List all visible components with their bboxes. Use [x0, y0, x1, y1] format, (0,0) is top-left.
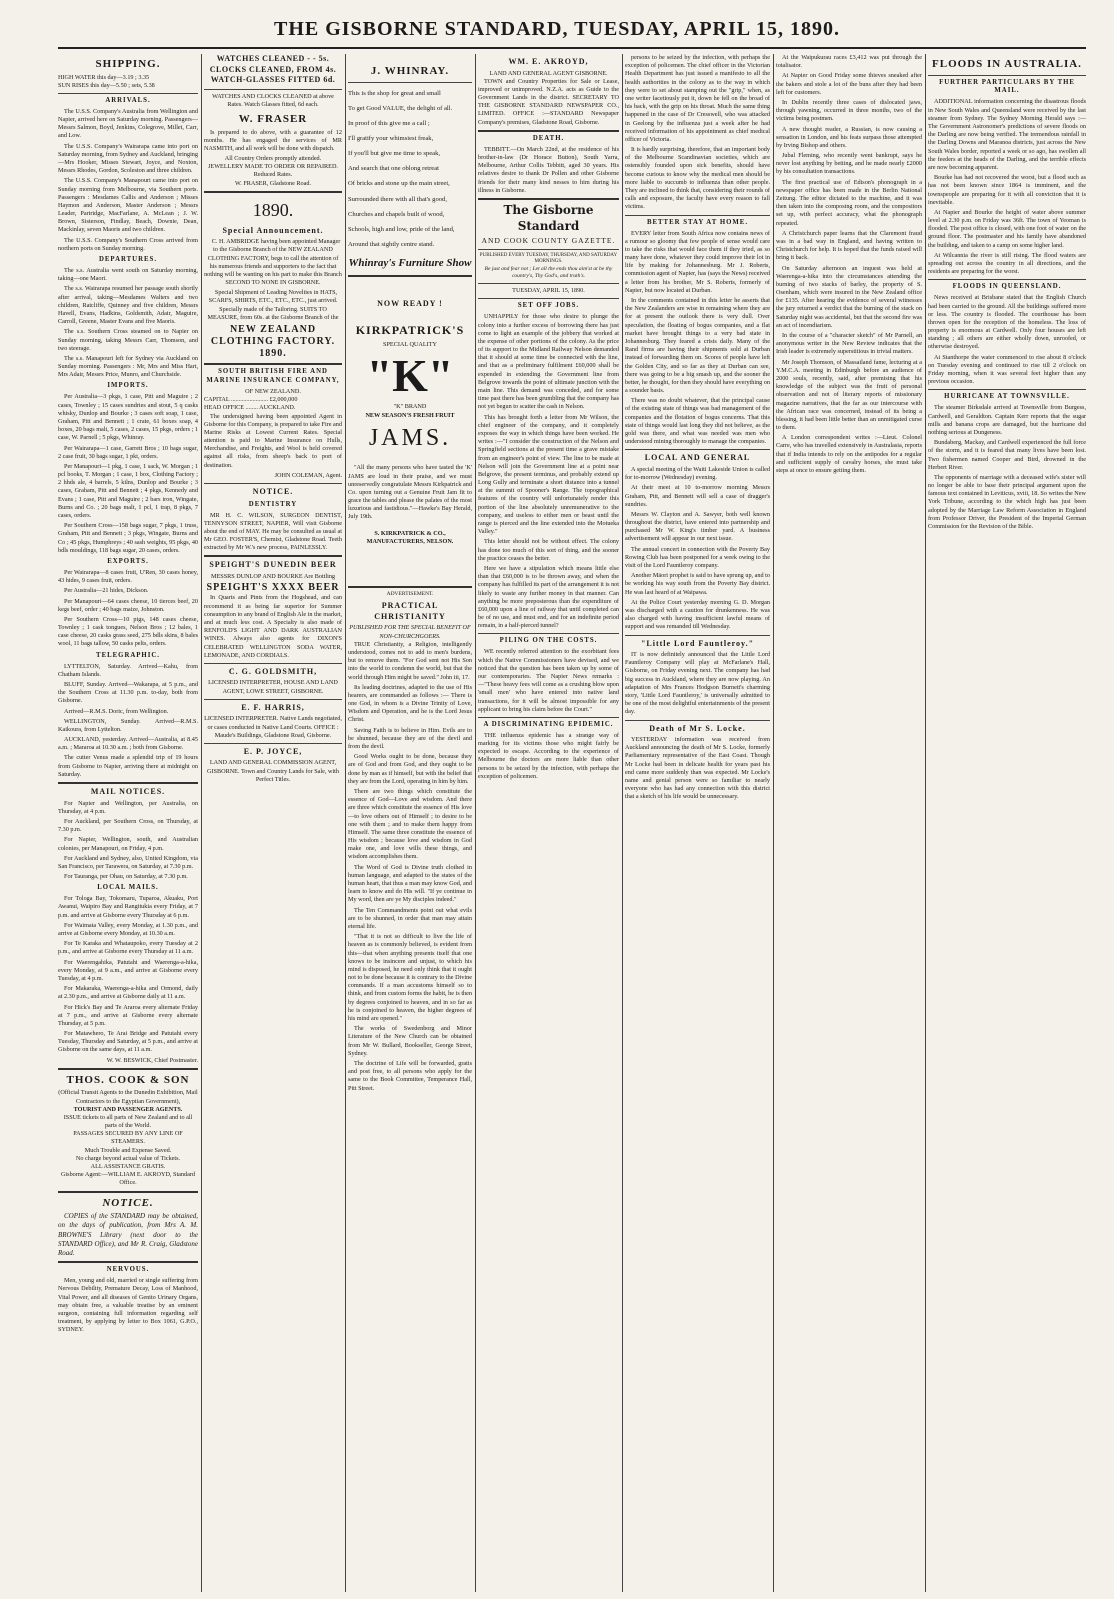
- fraser-note: All Country Orders promptly attended.: [224, 155, 322, 163]
- column-rule: [475, 54, 476, 1592]
- news-item: On Saturday afternoon an inquest was held at Waerenga-a-hika into the circumstances attending the burning of two stacks of barley, the property of S. Osenham, which were insured in the New Zealand office for £135. After hearing the evidence of several witnesses the jury returned a verdict that the burning of the stack on Saturday night was accidental, but that the second fire was an act of incendiarism.: [776, 264, 922, 329]
- column-shipping: [58, 54, 198, 1592]
- floods-para: At Napier and Bourke the height of water above summer level at 2.30 p.m. on Friday was 36ft. The town of Yeoman is flooded. The post office is closed, with one foot of water on the ground floor. The postmaster and his family have abandoned the building, and taken to a camp on some higher land.: [928, 208, 1086, 249]
- kirkpatrick-season: NEW SEASON'S FRESH FRUIT: [365, 411, 455, 419]
- mail-item: For Napier, Wellington, south, and Australian colonies, per Manapouri, on Friday, 4 p.m.: [58, 836, 198, 852]
- news-item: In the course of a "character sketch" of Mr Parnell, an anonymous writer in the New Review indicates that the Irish leader is extremely superstitious in trivial matters.: [776, 332, 922, 356]
- death-notice: TEBBITT.—On March 22nd, at the residence of his brother-in-law (Dr Horace Button), South Yarra, Melbourne, Arthur Collis Tebbitt, aged 30 years. His relatives desire to thank Dr Pollen and other Gisborne friends for their many kind nesses to him during his illness in Gisborne.: [478, 145, 619, 194]
- practical-christianity-para: The Word of God is Divine truth clothed in human language, and adapted to the states of the human heart, that thus a man may know God, and learn to know and do His will. "If ye continue in My word, then are ye My disciples indeed.": [348, 863, 472, 904]
- south-british-capital: CAPITAL ........................ £2,000,000: [204, 396, 298, 404]
- telegraphic-item: LYTTELTON, Saturday. Arrived—Kahu, from Chatham Islands.: [58, 662, 198, 678]
- special-heading: Special Announcement.: [222, 225, 324, 235]
- divider: [478, 717, 619, 718]
- practical-christianity-heading: PRACTICAL CHRISTIANITY: [374, 601, 446, 621]
- mail-item: For Tauranga, per Ohau, on Saturday, at 7.30 p.m.: [64, 873, 188, 881]
- divider: [478, 130, 619, 132]
- local-mail-item: For Makaraka, Waerenga-a-hika and Ormond, daily at 2.30 p.m., and arrive at Gisborne daily at 11 a.m.: [58, 985, 198, 1001]
- notice-heading: NOTICE.: [102, 1196, 154, 1209]
- south-british-heading: SOUTH BRITISH FIRE AND MARINE INSURANCE COMPANY,: [206, 368, 340, 384]
- paper-issue-days: PUBLISHED EVERY TUESDAY, THURSDAY, AND SATURDAY MORNINGS.: [479, 252, 618, 265]
- cook-line: Much Trouble and Expense Saved.: [84, 1146, 172, 1154]
- fraser-signature: W. FRASER, Gladstone Road.: [234, 179, 312, 187]
- harris-body: LICENSED INTERPRETER. Native Lands negotiated, or cases conducted in Native Land Courts. OFFICE : Maude's Buildings, Gladstone Road, Gisborne.: [204, 715, 342, 739]
- news-item: A Christchurch paper learns that the Claremont fraud was in a bad way in England, and having written to Christchurch for help. It is hoped that the funds raised will bring it back.: [776, 229, 922, 262]
- cook-subheading: (Official Transit Agents to the Dunedin Exhibition, Mail Contractors to the Egyptian Government),: [58, 1089, 198, 1105]
- divider: [478, 249, 619, 250]
- akroyd-sub: LAND AND GENERAL AGENT GISBORNE.: [489, 69, 608, 77]
- divider: [478, 283, 619, 284]
- paper-subtitle: AND COOK COUNTY GAZETTE.: [481, 235, 616, 245]
- divider: [204, 483, 342, 484]
- practical-christianity-para: The works of Swedenborg and Minor Literature of the New Church can be obtained from Mr W. Bullard, Bookseller, George Street, Sydney.: [348, 1025, 472, 1057]
- queensland-heading: FLOODS IN QUEENSLAND.: [952, 283, 1062, 291]
- departure-item: The s.s. Manapouri left for Sydney via Auckland on Sunday morning. Passengers : Mr, Mrs and Miss Hart, Mrs Adair, Messrs Price, Munro, and Churchside.: [58, 354, 198, 379]
- local-general-heading: LOCAL AND GENERAL: [644, 453, 751, 463]
- news-item: Jubal Fleming, who recently went bankrupt, says he never lost anything by betting, and he made nearly £2000 by his consultation transactions.: [776, 152, 922, 176]
- divider: [58, 1261, 198, 1263]
- verse-line: Churches and chapels built of wood,: [348, 210, 445, 218]
- practical-christianity-para: The Ten Commandments point out what evils are to be shunned, in order that man may attain eternal life.: [348, 906, 472, 930]
- divider: [58, 1191, 198, 1193]
- floods-subheading: FURTHER PARTICULARS BY THE MAIL.: [939, 78, 1075, 95]
- import-item: Per Manapouri—1 pkg, 1 case, 1 sack, W. Morgan ; 1 pcl books, T. Morgan ; 1 case, 1 box, Clothing Factory ; 2 hhds ale, 4 barrels, 5 kilns, Dunlop and Bourke ; 3 cases, Graham, Pitt and Bennett ; 4 pkgs, Kennedy and Evans ; 1 case, Pitt and Maguire ; 2 bars iron, Wingate, Burns and Co. ; 20 bags malt, 1 pcl, 1 trap, 8 pkgs, 7 cases, orders.: [58, 462, 198, 520]
- paper-nameplate: The Gisborne Standard: [503, 202, 594, 233]
- advertisement-label: ADVERTISEMENT.: [386, 591, 434, 598]
- watches-price-line: WATCHES CLEANED - - 5s.: [216, 54, 330, 63]
- speight-sub: MESSRS DUNLOP AND BOURKE Are Bottling: [210, 573, 336, 581]
- notice-heading: NOTICE.: [252, 487, 294, 497]
- akroyd-body: TOWN and Country Properties for Sale or Lease, improved or unimproved. N.Z.A. acts as Guide to the Government Lands in the district. SECRETARY TO THE GISBORNE STANDARD NEWSPAPER CO., LIMITED. OFFICE :—STANDARD Newspaper Company's premises, Gladstone Road, Gisborne.: [478, 77, 619, 126]
- cook-tagline: TOURIST AND PASSENGER AGENTS.: [73, 1105, 183, 1113]
- export-item: Per Manapouri—64 cases cheese, 10 tierces beef, 20 kegs beef, order ; 40 bags maize, Johnston.: [58, 597, 198, 613]
- divider: [204, 191, 342, 193]
- practical-christianity-sub: PUBLISHED FOR THE SPECIAL BENEFIT OF NON-CHURCHGOERS.: [349, 624, 471, 640]
- divider: [478, 633, 619, 634]
- mail-item: For Auckland and Sydney, also, United Kingdom, via San Francisco, per Tarawera, on Saturday, at 7.30 p.m.: [58, 854, 198, 870]
- south-british-signature: JOHN COLEMAN, Agent.: [274, 471, 342, 479]
- speight-body: In Quarts and Pints from the Hogshead, and can recommend it as being far superior for Summer consumption to any brand of English Ale in the market, and at much less cost. A Specialty is also made of RENFOLD'S LIGHT AND DARK AUSTRALIAN WINES. Always also agents for DIXON'S CELEBRATED WELLINGTON SODA WATER, LEMONADE, AND CORDIALS.: [204, 594, 342, 659]
- local-mail-item: For Hick's Bay and Te Araroa every alternate Friday at 7 p.m., and arrive at Gisborne every alternate Thursday, at 5 p.m.: [58, 1003, 198, 1027]
- piling-heading: PILING ON THE COSTS.: [499, 637, 598, 645]
- verse-line: To get Good VALUE, the delight of all.: [348, 104, 453, 112]
- clothing-factory-name: NEW ZEALAND CLOTHING FACTORY. 1890.: [210, 324, 336, 360]
- departure-item: The s.s. Southern Cross steamed on to Napier on Sunday morning, taking Messrs Carr, Thomson, and two steerage.: [58, 328, 198, 352]
- watches-body: WATCHES AND CLOCKS CLEANED at above Rates. Watch Glasses fitted, 6d each.: [212, 92, 334, 108]
- news-item: Mr Joseph Thomson, of Massailand fame, lecturing at a Y.M.C.A. meeting in Edinburgh before an audience of 2000 souls, recently, said, after premising that his knowledge of the subject was the fruit of personal observation and not of literary reports of missionary magazine narratives, that the far as our intercourse with the African race was concerned, instead of its being a blessing, it had been little better than an unmitigated curse to them.: [776, 358, 922, 432]
- column-rule: [201, 54, 202, 1592]
- export-item: Per Southern Cross—10 pigs, 148 cases cheese, Townley ; 1 cask tongues, Nelson Bros ; 12 bales, 1 case cheese, 20 casks grass seed, 275 bdls skins, 8 bales wool, 11 bags tallow, 50 casks pelts, orders.: [58, 615, 198, 648]
- south-british-body: The undersigned having been appointed Agent in Gisborne for this Company, is prepared to take Fire and Marine Risks at Lowest Current Rates. Special attention is paid to Marine Insurance on Hulls, Merchandise, and Freights, and Wool is held covered against all risks, from sheep's back to port of destination.: [204, 412, 342, 469]
- local-general-item: Messrs W. Clayton and A. Sawyer, both well known throughout the district, have entered into partnership and purchased Mr W. King's timber yard. A business advertisement will appear in our next issue.: [625, 510, 770, 543]
- column-rule: [773, 54, 774, 1592]
- divider: [928, 279, 1086, 280]
- column-advertisements: [204, 54, 342, 1592]
- better-stay-para: EVERY letter from South Africa now contains news of a rumour so gloomy that few people of sense would care to take the risks that would face them if they tried, as so many have done, whatever they could improve their lot in life by making for Johannesburg. Mr J. Roberts, commission agent of Napier, has (says the News) received a letter from his brother, Mr S. Roberts, formerly of Napier, but now located at Durban.: [625, 229, 770, 294]
- divider: [204, 363, 342, 365]
- divider: [625, 635, 770, 636]
- fauntleroy-heading: "Little Lord Fauntleroy.": [640, 638, 755, 648]
- local-mail-item: For Tologa Bay, Tokomaru, Tuparoa, Akuaku, Port Awanui, Waipiro Bay and Rangitukia every Friday, at 7 p.m. and arrive at Gisborne every Thursday at 6 p.m.: [58, 895, 198, 919]
- arrival-item: The U.S.S. Company's Wairarapa came into port on Saturday morning, from Sydney and Auckland, bringing—Mrs Hooker, Misses Stewart, Joyce, and Noxton, Messrs Rhodes, Gordon, Scoleston and three children.: [58, 142, 198, 175]
- local-general-item: At their meet at 10 to-morrow morning Messrs Graham, Pitt, and Bennett will sell a case of dragger's sundries.: [625, 484, 770, 508]
- telegraphic-note: The cutter Venus made a splendid trip of 19 hours from Gisborne to Napier, arriving there at midnight on Saturday.: [58, 754, 198, 778]
- divider: [58, 93, 198, 94]
- locke-heading: Death of Mr S. Locke.: [649, 723, 746, 733]
- mail-item: For Auckland, per Southern Cross, on Thursday, at 7.30 p.m.: [58, 817, 198, 834]
- divider: [348, 586, 472, 588]
- local-general-item: A special meeting of the Waiti Lakeside Union is called for to-morrow (Wednesday) evening.: [625, 465, 770, 482]
- now-ready-heading: NOW READY !: [377, 298, 443, 308]
- glasses-price-line: WATCH-GLASSES FITTED 6d.: [210, 75, 336, 85]
- news-para: persons to be seized by the infection, with perhaps the exception of policemen. The chief officer in the Victorian Health Department has just issued a manifesto to all the health authorities in the colony as to the way in which they were to set about stamping out the "grip," when, as one writer facetiously put it, down he fell on the broad of his back, with the grip on his throat. Much the same thing happened in the case of Dr Cresswell, who was attacked in Geelong by the influenza just a week after he had received information of his appointment as chief medical officer of Victoria.: [625, 54, 770, 143]
- paper-motto: Be just and fear not ; Let all the ends thou aim'st at be thy country's, Thy God's, and truth's.: [484, 265, 613, 279]
- notice-body: COPIES of the STANDARD may be obtained, on the days of publication, from Mrs A. M. BROWNE'S Library (next door to the STANDARD Office), and Mr R. Craig, Gladstone Road.: [58, 1212, 198, 1258]
- kirkpatrick-testimonial: "All the many persons who have tasted the 'K' JAMS are loud in their praise, and we must unreservedly congratulate Messrs Kirkpatrick and Co. upon turning out a Genuine Fruit Jam fit to grace the tables and please the palates of the most luxurious and fastidious."—Hawke's Bay Herald, July 19th.: [348, 464, 472, 521]
- divider: [928, 389, 1086, 390]
- practical-christianity-para: Saving Faith is to believe in Him. Evils are to be shunned, because they are of the devil and from the devil.: [348, 726, 472, 751]
- piling-body: WE recently referred attention to the exorbitant fees which the Native Commissioners have devised, and we noticed that the question has been taken up by some of our contemporaries. The Napier News remarks :—"These heavy fees will come as a crushing blow upon 'small men' who have entered into native land transactions, for it will be almost impossible for any applicant to bring his claim before the Court.": [478, 648, 619, 713]
- joyce-body: LAND AND GENERAL COMMISSION AGENT, GISBORNE. Town and Country Lands for Sale, with Perfect Titles.: [207, 759, 339, 783]
- cook-line: ISSUE tickets to all parts of New Zealand and to all parts of the World.: [63, 1113, 193, 1130]
- column-rule: [622, 54, 623, 1592]
- harris-heading: E. F. HARRIS,: [241, 702, 305, 712]
- joyce-heading: E. P. JOYCE,: [243, 746, 303, 756]
- mail-notices-heading: MAIL NOTICES.: [90, 787, 166, 797]
- column-whinray-kirkpatrick: [348, 54, 472, 1592]
- local-mail-item: For Te Karaka and Whataupoko, every Tuesday at 2 p.m., and arrive at Gisborne every Thursday at 11 a.m.: [58, 940, 198, 956]
- column-floods: [928, 54, 1086, 1592]
- divider: [625, 215, 770, 216]
- telegraphic-item: Arrived—R.M.S. Doric, from Wellington.: [64, 707, 169, 715]
- newspaper-title: THE GISBORNE STANDARD, TUESDAY, APRIL 15, 1890.: [273, 18, 841, 40]
- local-general-item: At the Police Court yesterday morning G. D. Morgan was discharged with a caution for drunkenness. He was also charged with having insufficient lawful means of support and was remanded till Wednesday.: [625, 598, 770, 631]
- news-item: At Napier on Good Friday some thieves sneaked after the bakers and stole a lot of the buns after they had been left for customers.: [776, 72, 922, 96]
- column-rule: [925, 54, 926, 1592]
- postmaster-signature: W. W. BESWICK, Chief Postmaster.: [106, 1056, 198, 1064]
- locke-body: YESTERDAY information was received from Auckland announcing the death of Mr S. Locke, formerly Parliamentary representative of the East Coast. Though Mr Locke had been in delicate health for years past his end came more suddenly than was expected. Mr Locke's name and genial person were so familiar to nearly everyone who has had any connection with this district that a sketch of his life would be unnecessary.: [625, 736, 770, 801]
- telegraphic-heading: TELEGRAPHIC.: [96, 651, 160, 659]
- cook-line: No charge beyond actual value of Tickets.: [75, 1154, 181, 1162]
- divider: [348, 275, 472, 277]
- news-item: At the Waipukurau races £3,412 was put through the totalisator.: [776, 54, 922, 70]
- death-heading: DEATH.: [532, 134, 565, 142]
- verse-line: Surrounded there with all that's good,: [348, 195, 447, 203]
- hurricane-para: Bundaberg, Mackay, and Cardwell experienced the full force of the storm, and it is feared that many lives have been lost. Two fishermen named Cooper and Bird, drowned in the Herbert River.: [928, 439, 1086, 471]
- verse-line: If you'll but give me time to speak,: [348, 150, 441, 158]
- telegraphic-item: WELLINGTON, Sunday. Arrived—R.M.S. Kaikoura, from Lyttelton.: [58, 717, 198, 733]
- masthead: [0, 0, 1114, 48]
- better-stay-para: There was no doubt whatever, that the principal cause of the existing state of things was bad management of the companies and the flotation of bogus concerns. That this state of things would last long they did not believe, as the gold was there, and what was needed was men who understood mining thoroughly to manage the companies.: [625, 397, 770, 446]
- verse-line: And search that one oblong retreat: [348, 165, 439, 173]
- news-item: In Dublin recently three cases of dislocated jaws, through yawning, occurred in three months, two of the victims being postmen.: [776, 98, 922, 123]
- sunrise-line: SUN RISES this day—5.50 ; sets, 5.38: [58, 81, 155, 89]
- cook-line: PASSAGES SECURED BY ANY LINE OF STEAMERS.: [73, 1130, 183, 1146]
- kirkpatrick-quality: SPECIAL QUALITY: [383, 341, 437, 349]
- speight-heading: SPEIGHT'S DUNEDIN BEER: [209, 560, 337, 570]
- practical-christianity-para: The doctrine of Life will be forwarded, gratis and post free, to all persons who apply for the same to the Book Committee, Temperance Hall, Pitt Street.: [348, 1059, 472, 1092]
- news-item: The first practical use of Edison's phonograph in a newspaper office has been made in the Berlin National Zeitung. The editor dictated to the machine, and it was then taken into the composing room, and the compositors set up, with perfect accuracy, what the phonograph repeated.: [776, 178, 922, 227]
- setoff-para: UNHAPPILY for those who desire to plunge the colony into a further excess of borrowing there has just come to light an example of the jobbery that worked at the expense of other portions of the colony. As the price of its support to the Midland Railway Nelson demanded that it should at some time be connected with the line, and that as a preliminary fulfilment £60,000 shall be expended in extending the Government line from Belgrove towards the point of ultimate junction with the main line. This demand was conceded, and for some time past there has been grumbling that the company has not yet begun to scatter the cash in Nelson.: [478, 313, 619, 411]
- import-item: Per Wairarapa—1 case, Garrett Bros ; 10 bags sugar, 2 case fruit, 30 bags sugar, 1 pkt, orders.: [58, 444, 198, 460]
- better-stay-heading: BETTER STAY AT HOME.: [646, 218, 749, 226]
- exports-heading: EXPORTS.: [107, 557, 149, 565]
- setoff-heading: SET OFF JOBS.: [517, 302, 580, 310]
- column-rule: [345, 54, 346, 1592]
- departures-heading: DEPARTURES.: [98, 256, 158, 264]
- practical-christianity-para: Good Works ought to be done, because they are of God and from God, and they ought to be done by man as if himself, but with the belief that they are from the Lord, operating in him by him.: [348, 753, 472, 785]
- import-item: Per Southern Cross—158 bags sugar, 7 pkgs, 1 truss, Graham, Pitt and Bennett ; 3 pkgs, Wingate, Burns and Co ; 45 pkgs, Humphreys ; 40 sash weights, 95 pkgs, 40 bdls mouldings, 118 bags sugar, 20 cases, orders.: [58, 522, 198, 554]
- speight-product: SPEIGHT'S XXXX BEER: [206, 582, 340, 594]
- cook-line: ALL ASSISTANCE GRATIS.: [90, 1163, 166, 1171]
- local-mails-heading: LOCAL MAILS.: [97, 884, 159, 892]
- setoff-para: Here we have a stipulation which means little else than that £60,000 is to be thrown away, and when the company has fulfilled its part of the arrangement it is not likely to waste any further money in that manner. Can anything be more preposterous than the expenditure of £60,000 upon a line of railway that until completed can be of no use, and must end, and for an indefinite period remain, in a half-pierced tunnel?: [478, 564, 619, 630]
- news-para: It is hardly surprising, therefore, that an important body of the Melbourne Scandinavian societies, which are ostensibly founded upon sick benefits, should have become curious to know why the medical men should be more liable to succumb to influenza than other people. They are inclined to think that, considering their rounds of calls and exposure, the faculty have every reason to fall victims.: [625, 146, 770, 211]
- whinray-heading: J. WHINRAY.: [370, 65, 450, 77]
- local-mail-item: For Matawhero, Te Arai Bridge and Patutahi every Tuesday, Thursday and Saturday, at 5 p.m., and arrive at Gisborne on the same days, at 11 a.m.: [58, 1030, 198, 1054]
- divider: [928, 75, 1086, 76]
- practical-christianity-para: "That it is not so difficult to live the life of heaven as is commonly believed, is evident from this—that when anything presents itself that one knows to be insincere and unjust, to which his mind is disposed, he need only think that it ought not to be done because it is contrary to the Divine commands. If a man accustoms himself so to think, and from custom forms the habit, he is then by degrees conjoined to heaven, and in so far as he is conjoined to heaven, the higher degrees of his mind are opened.": [348, 933, 472, 1023]
- practical-christianity-para: TRUE Christianity, a Religion, intelligently understood, comes not to add to men's burdens, but to remove them. "For God sent not His Son into the world to condemn the world, but that the world through Him might be saved." John iii, 17.: [348, 640, 472, 681]
- queensland-para: At Stanthorpe the water commenced to rise about 8 o'clock on Tuesday evening and continued to rise till 2 o'clock on Friday morning, when it was several feet higher than any previous occasion.: [928, 353, 1086, 386]
- telegraphic-item: AUCKLAND, yesterday. Arrived—Australia, at 8.45 a.m. ; Mararoa at 10.30 a.m. ; both from Gisborne.: [58, 736, 198, 752]
- fraser-body: Is prepared to do above, with a guarantee of 12 months. He has engaged the services of MR NASMITH, and all work will be done with dispatch.: [204, 128, 342, 152]
- verse-line: Schools, high and low, pride of the land,: [348, 225, 455, 233]
- south-british-office: HEAD OFFICE ........ AUCKLAND.: [204, 404, 296, 412]
- nervous-body: Men, young and old, married or single suffering from Nervous Debility, Premature Decay, Loss of Manhood, Vital Power, and all diseases of Genito Urinary Organs, may obtain free, a valuable treatise by an eminent surgeon, containing full information regarding self treatment, by applying by letter to Box 1061, G.P.O., SYDNEY.: [58, 1277, 198, 1334]
- kirkpatrick-heading: KIRKPATRICK'S: [355, 323, 465, 338]
- whinray-verse: [348, 86, 472, 253]
- practical-christianity-para: There are two things which constitute the essence of God—Love and wisdom. And there are three which constitute the essence of His love—to love others out of Himself ; to desire to be one with them ; and to make them happy from Himself. The same three constitute the essence of His wisdom ; because love and wisdom in God make one, and love wills these things, and wisdom accomplishes them.: [348, 787, 472, 861]
- divider: [204, 555, 342, 557]
- floods-heading: FLOODS IN AUSTRALIA.: [932, 58, 1082, 70]
- arrivals-heading: ARRIVALS.: [105, 96, 151, 104]
- divider: [58, 782, 198, 784]
- tide-line: HIGH WATER this day—3.19 ; 3.35: [58, 73, 150, 81]
- discriminating-body: THE influenza epidemic has a strange way of marking for its victims those who might fairly be expected to escape. According to the experience of Melbourne the doctors are more liable than other persons to be seized by the infection, with perhaps the exception of policemen.: [478, 731, 619, 780]
- verse-line: This is the shop for great and small: [348, 89, 441, 97]
- divider: [204, 699, 342, 700]
- local-general-item: The annual concert in connection with the Poverty Bay Rowing Club has been postponed for a week owing to the visit of the Lord Fauntleroy company.: [625, 545, 770, 570]
- queensland-para: News received at Brisbane stated that the English Church had been carried to the ground. All the buildings suffered more or less. The country is flooded. The courthouse has been thrown open for the reception of the homeless. The loss of property is enormous at Cardwell. Only four houses are left standing ; all others are either wholly down, unroofed, or otherwise destroyed.: [928, 294, 1086, 351]
- divider: [478, 298, 619, 299]
- kirkpatrick-brand: "K" BRAND: [393, 403, 427, 411]
- special-year: 1890.: [252, 199, 294, 220]
- setoff-para: This letter should not be without effect. The colony has done too much of this sort of thing, and the sooner the practice ceases the better.: [478, 538, 619, 562]
- floods-para: ADDITIONAL information concerning the disastrous floods in New South Wales and Queensland were received by the last steamer from Sydney. The Sydney Morning Herald says :— The Government Astronomer's predictions of severe floods on the Darling are now being verified. The tremendous rainfall in the Darling Downs and Maranoa districts, just across the New South Wales border, reported a week or so ago, has swollen all the feeders at the heads of the Darling, and the terrible effects are now becoming apparent.: [928, 98, 1086, 171]
- mail-item: For Napier and Wellington, per Australia, on Thursday, at 4 p.m.: [58, 799, 198, 815]
- dentistry-heading: DENTISTRY: [248, 500, 298, 508]
- divider: [204, 743, 342, 744]
- local-general-item: Another Māori prophet is said to have sprung up, and to be working his way south from the Poverty Bay district. He was last heard of at Waipawa.: [625, 572, 770, 596]
- divider: [204, 89, 342, 90]
- arrival-item: The U.S.S. Company's Southern Cross arrived from northern ports on Sunday morning.: [58, 236, 198, 252]
- special-body: C. H. AMBRIDGE having been appointed Manager to the Gisborne Branch of the NEW ZEALAND CLOTHING FACTORY, begs to call the attention of his numerous friends and supporters to the fact that nothing will be wanting on his part to make this Branch SECOND TO NONE IN GISBORNE.: [204, 238, 342, 287]
- news-item: A London correspondent writes :—Lieut. Colonel Carre, who has travelled extensively in Australasia, reports that if India intends to rely on the antipodes for a regular and sufficient supply of cavalry horses, she must take steps at once to ensure getting them.: [776, 434, 922, 474]
- setoff-para: This has brought forth a letter from Mr Wilson, the chief engineer of the company, and it completely exposes the way in which things have been worked. He writes :—"I consider the construction of the Nelson and Springfield sections at the present time a grave mistake from an engineer's point of view. The line to be made at Nelson will join the Government line at a point near Belgrove, the present terminus, and probably extend up Long Gully and terminate a short distance into a tunnel at the summit of Spooner's Range. The topographical features of the country will unfortunately render this portion of the line absolutely unremunerative to the company, and useless to either men or beast until the range is pierced and the line extended into the Motueka Valley.": [478, 413, 619, 536]
- column-local-news: [625, 54, 770, 1592]
- local-mail-item: For Waerengahika, Patutahi and Waerenga-a-hika, every Monday, at 9 a.m., and arrive at Gisborne every Tuesday, at 4 p.m.: [58, 958, 198, 982]
- import-item: Per Australia—3 pkgs, 1 case, Pitt and Maguire ; 2 cases, Townley ; 15 cases sundries and stout, 5 q casks whisky, Dunlop and Bourke ; 3 cases soft soap, 1 case, Graham, Pitt and Bennett ; 1 crate, 61 boxes soap, 4 boxes, 20 bags malt, 5 cases, 2 cases, 15 pkgs, orders ; 1 case, W. Parnell ; 5 pkgs, Whinray.: [58, 393, 198, 442]
- akroyd-heading: WM. E. AKROYD,: [508, 57, 589, 66]
- dentistry-body: MR H. C. WILSON, SURGEON DENTIST, TENNYSON STREET, NAPIER, Will visit Gisborne about the end of MAY. He may be consulted as usual at Mr GEO. FOSTER'S, Chemist, Gladstone Road. Teeth extracted by Mr W.'s new process, PAINLESSLY.: [204, 511, 342, 552]
- telegraphic-item: BLUFF, Sunday. Arrived—Wakarapa, at 5 p.m., and the Southern Cross at 11.30 p.m. to-day, both from Gisborne.: [58, 680, 198, 705]
- floods-para: Bourke has had not recovered the worst, but a flood such as has not been known since 1864 is imminent, and the townspeople are preparing for it with all conviction that it is inevitable.: [928, 174, 1086, 206]
- goldsmith-heading: C. G. GOLDSMITH,: [228, 666, 318, 676]
- fraser-heading: W. FRASER: [238, 113, 308, 126]
- cook-heading: THOS. COOK & SON: [66, 1073, 190, 1086]
- hurricane-para: The opponents of marriage with a deceased wife's sister will no longer be able to base their principal argument upon the famous text contained in Leviticus, xviii, 18. So writes the New York Tribune, according to the which high has just been adopted by the Marriage Law Reform Association in England from Professor Driver, the President of the Imperial German Commission for the Revision of the Bible.: [928, 473, 1086, 531]
- local-mail-item: For Waimata Valley, every Monday, at 1.30 p.m., and arrive at Gisborne every Monday, at 10.30 a.m.: [58, 921, 198, 937]
- verse-line: Of bricks and stone up the main street,: [348, 180, 450, 188]
- export-item: Per Wairarapa—8 cases fruit, U'Ren, 30 cases honey, 43 hides, 9 cases fruit, orders.: [58, 568, 198, 585]
- masthead-rule: [58, 47, 1086, 49]
- hurricane-para: The steamer Birksdale arrived at Townsville from Burgess, Cardwell, and Geraldton. Captain Kerr reports that the sugar mills and banana crops are damaged, but the hurricane did nothing serious at Dungeness.: [928, 404, 1086, 436]
- whinray-furniture-script: Whinray's Furniture Show: [348, 257, 472, 270]
- divider: [204, 663, 342, 664]
- divider: [625, 720, 770, 721]
- divider: [58, 1068, 198, 1070]
- export-item: Per Australia—21 hides, Dickson.: [64, 587, 149, 595]
- verse-line: I'll gratify your whimsiest freak,: [348, 134, 434, 142]
- practical-christianity-para: Its leading doctrines, adapted to the use of His hearers, are commanded as follows :— There is one God, in whom is a Divine Trinity of Love, Wisdom and Operation, and he is the Lord Jesus Christ.: [348, 683, 472, 724]
- better-stay-para: In the comments contained in this letter he asserts that the New Zealanders are wise in remaining where they are for at present the outlook there is very dull. Over speculation, the floating of bogus companies, and a flat market have brought things to a very bad state in Johannesburg. They feared a crisis daily. Many of the Rand firms are having their shipments sold at Durban instead of forwarding them on. Scores of people have left the Golden City, and so far as they at Durban can see, there was going to be a big smash up, and the sooner the better, he thought, for then they should have everything on a sounder basis.: [625, 297, 770, 395]
- verse-line: In proof of this give me a call ;: [348, 119, 430, 127]
- imports-heading: IMPORTS.: [107, 382, 149, 390]
- floods-para: At Wilcannia the river is still rising. The flood waters are spreading out across the country in all directions, and the residents are preparing for the worst.: [928, 251, 1086, 276]
- divider: [478, 198, 619, 200]
- fraser-jewellery: JEWELLERY MADE TO ORDER OR REPAIRED. Reduced Rates.: [208, 163, 338, 179]
- discriminating-heading: A DISCRIMINATING EPIDEMIC.: [483, 720, 614, 728]
- verse-line: Around that sightly centre stand.: [348, 241, 435, 249]
- arrival-item: The U.S.S. Company's Australia from Wellington and Napier, arrived here on Saturday morning. Passengers—Messrs Salmon, Boyd, Jenkins, Colegrove, Millet, Carr, and Low.: [58, 107, 198, 140]
- special-body: Special Shipment of Leading Novelties in HATS, SCARFS, SHIRTS, ETC., ETC., ETC., just arrived. Specially made of the Tailoring. SUITS TO MEASURE, from 60s. at the Gisborne Branch of the: [207, 289, 339, 321]
- nervous-heading: NERVOUS.: [106, 1266, 150, 1274]
- arrival-item: The U.S.S. Company's Manapouri came into port on Sunday morning from Melbourne, via Southern ports. Passengers : Mesdames Callis and Anderson ; Misses Haymon and Anderson, Master Anderson ; Messrs Leader, Partridge, MacFarlane, A. McLean ; J. W. Brown, Sisterson, Findlay, Beach, Downie, Dean, Mackinlay, seven Maoris and two children.: [58, 177, 198, 234]
- column-editorial: [478, 54, 619, 1592]
- departure-item: The s.s. Wairarapa resumed her passage south shortly after arrival, taking—Mesdames Walters and two children, Ratcliffe, Quinney and five children, Messrs Havell, Evans, Hadkins, Goldsmith, Adair, Maguire, Carroll, Greene, Master Evans and five Maoris.: [58, 285, 198, 326]
- divider: [625, 449, 770, 450]
- paper-date: TUESDAY, APRIL 15, 1890.: [512, 287, 585, 295]
- column-general-news: [776, 54, 922, 1592]
- kirkpatrick-jams: JAMS.: [368, 424, 452, 451]
- divider: [348, 82, 472, 83]
- hurricane-heading: HURRICANE AT TOWNSVILLE.: [944, 393, 1070, 401]
- cook-line: Gisborne Agent:—WILLIAM E. AKROYD, Standard Office.: [60, 1171, 196, 1187]
- shipping-heading: SHIPPING.: [95, 58, 161, 70]
- departure-item: The s.s. Australia went south on Saturday morning, taking—one Maori.: [58, 267, 198, 283]
- kirkpatrick-k-mark: "K": [366, 350, 454, 402]
- south-british-sub: OF NEW ZEALAND.: [245, 387, 301, 395]
- news-item: A new thought reader, a Russian, is now causing a sensation in London, and his feats surpass those attempted by Irving Bishop and others.: [776, 125, 922, 149]
- clocks-price-line: CLOCKS CLEANED, FROM 4s.: [209, 64, 337, 74]
- kirkpatrick-maker: S. KIRKPATRICK & CO., MANUFACTURERS, NELSON.: [366, 529, 454, 545]
- goldsmith-body: LICENSED INTERPRETER, HOUSE AND LAND AGENT, LOWE STREET, GISBORNE.: [208, 679, 338, 695]
- fauntleroy-body: IT is now definitely announced that the Little Lord Fauntleroy Company will play at McFarlane's Hall, Gisborne, on Friday evening next. The company has had big success in Auckland, where they are now playing. An adaptation of Mrs Frances Hodgson Burnett's charming story, 'Little Lord Fauntleroy,' is universally admitted to be one of the most delightful entertainments of the present day.: [625, 651, 770, 716]
